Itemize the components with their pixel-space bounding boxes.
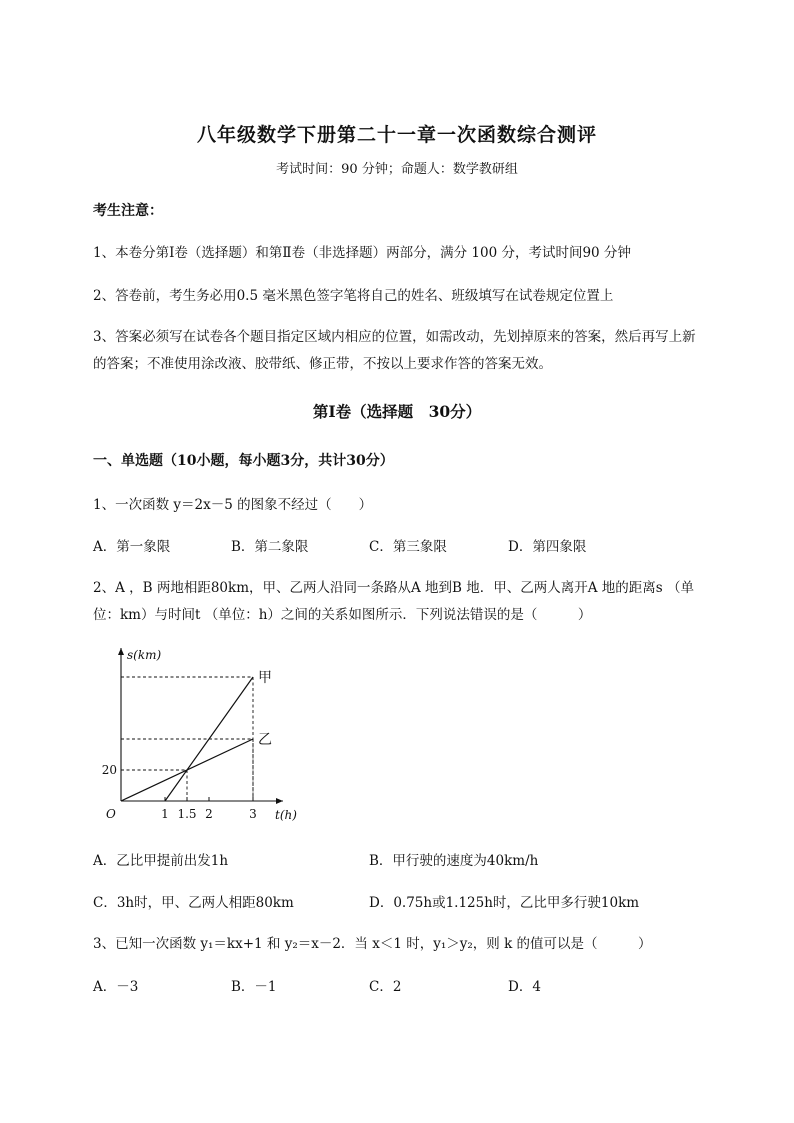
x-tick-label-0: 1 <box>161 807 169 821</box>
notice-item-3-cont: 的答案；不准使用涂改液、胶带纸、修正带，不按以上要求作答的答案无效。 <box>93 356 552 372</box>
q2-option-c: C．3h时，甲、乙两人相距80km <box>93 895 294 911</box>
q1-stem: 1、一次函数 y＝2x－5 的图象不经过（ ） <box>93 497 373 513</box>
q3-option-d: D．4 <box>508 979 541 995</box>
notice-item-1: 1、本卷分第Ⅰ卷（选择题）和第Ⅱ卷（非选择题）两部分，满分 100 分，考试时间90 分钟 <box>93 245 631 261</box>
page-subtitle: 考试时间：90 分钟；命题人：数学教研组 <box>276 162 518 177</box>
series-label-2: 乙 <box>258 732 272 748</box>
x-tick-label-2: 2 <box>205 807 213 821</box>
distance-time-chart <box>95 640 305 830</box>
q1-option-b: B．第二象限 <box>231 539 309 555</box>
q3-option-a: A．－3 <box>93 979 139 995</box>
q2-stem-line1: 2、A ，B 两地相距80km，甲、乙两人沿同一条路从A 地到B 地．甲、乙两人离开A 地的距离s （单 <box>93 580 695 596</box>
x-tick-label-3: 3 <box>249 807 257 821</box>
notice-item-3: 3、答案必须写在试卷各个题目指定区域内相应的位置，如需改动，先划掉原来的答案，然后再写上新 <box>93 329 696 345</box>
x-axis-arrow <box>276 798 283 804</box>
q3-option-c: C．2 <box>369 979 402 995</box>
y-axis-arrow <box>118 648 124 655</box>
series-label-1: 甲 <box>258 670 272 686</box>
x-axis-label: t(h) <box>275 808 297 822</box>
section-subtitle: 一、单选题（10小题，每小题3分，共计30分） <box>93 453 394 469</box>
q1-option-a: A．第一象限 <box>93 539 171 555</box>
x-tick-label-1: 1.5 <box>177 807 197 821</box>
section-title: 第Ⅰ卷（选择题 30分） <box>312 402 482 421</box>
y-tick-label-0: 20 <box>101 763 117 777</box>
y-axis-label: s(km) <box>127 648 162 662</box>
q2-option-a: A．乙比甲提前出发1h <box>93 853 229 869</box>
q1-option-d: D．第四象限 <box>508 539 587 555</box>
series-line-2 <box>121 739 253 801</box>
notice-heading: 考生注意： <box>93 203 163 219</box>
notice-item-2: 2、答卷前，考生务必用0.5 毫米黑色签字笔将自己的姓名、班级填写在试卷规定位置上 <box>93 288 614 304</box>
q2-option-b: B．甲行驶的速度为40km/h <box>369 853 539 869</box>
page-title: 八年级数学下册第二十一章一次函数综合测评 <box>196 124 597 146</box>
q3-option-b: B．－1 <box>231 979 277 995</box>
q3-stem: 3、已知一次函数 y₁＝kx+1 和 y₂＝x－2．当 x＜1 时，y₁＞y₂，则 k 的值可以是（ ） <box>93 936 652 952</box>
q2-option-d: D．0.75h或1.125h时，乙比甲多行驶10km <box>369 895 640 911</box>
q2-stem-line2: 位：km）与时间t （单位：h）之间的关系如图所示．下列说法错误的是（ ） <box>93 607 592 623</box>
q1-option-c: C．第三象限 <box>369 539 447 555</box>
origin-label: O <box>106 807 116 821</box>
